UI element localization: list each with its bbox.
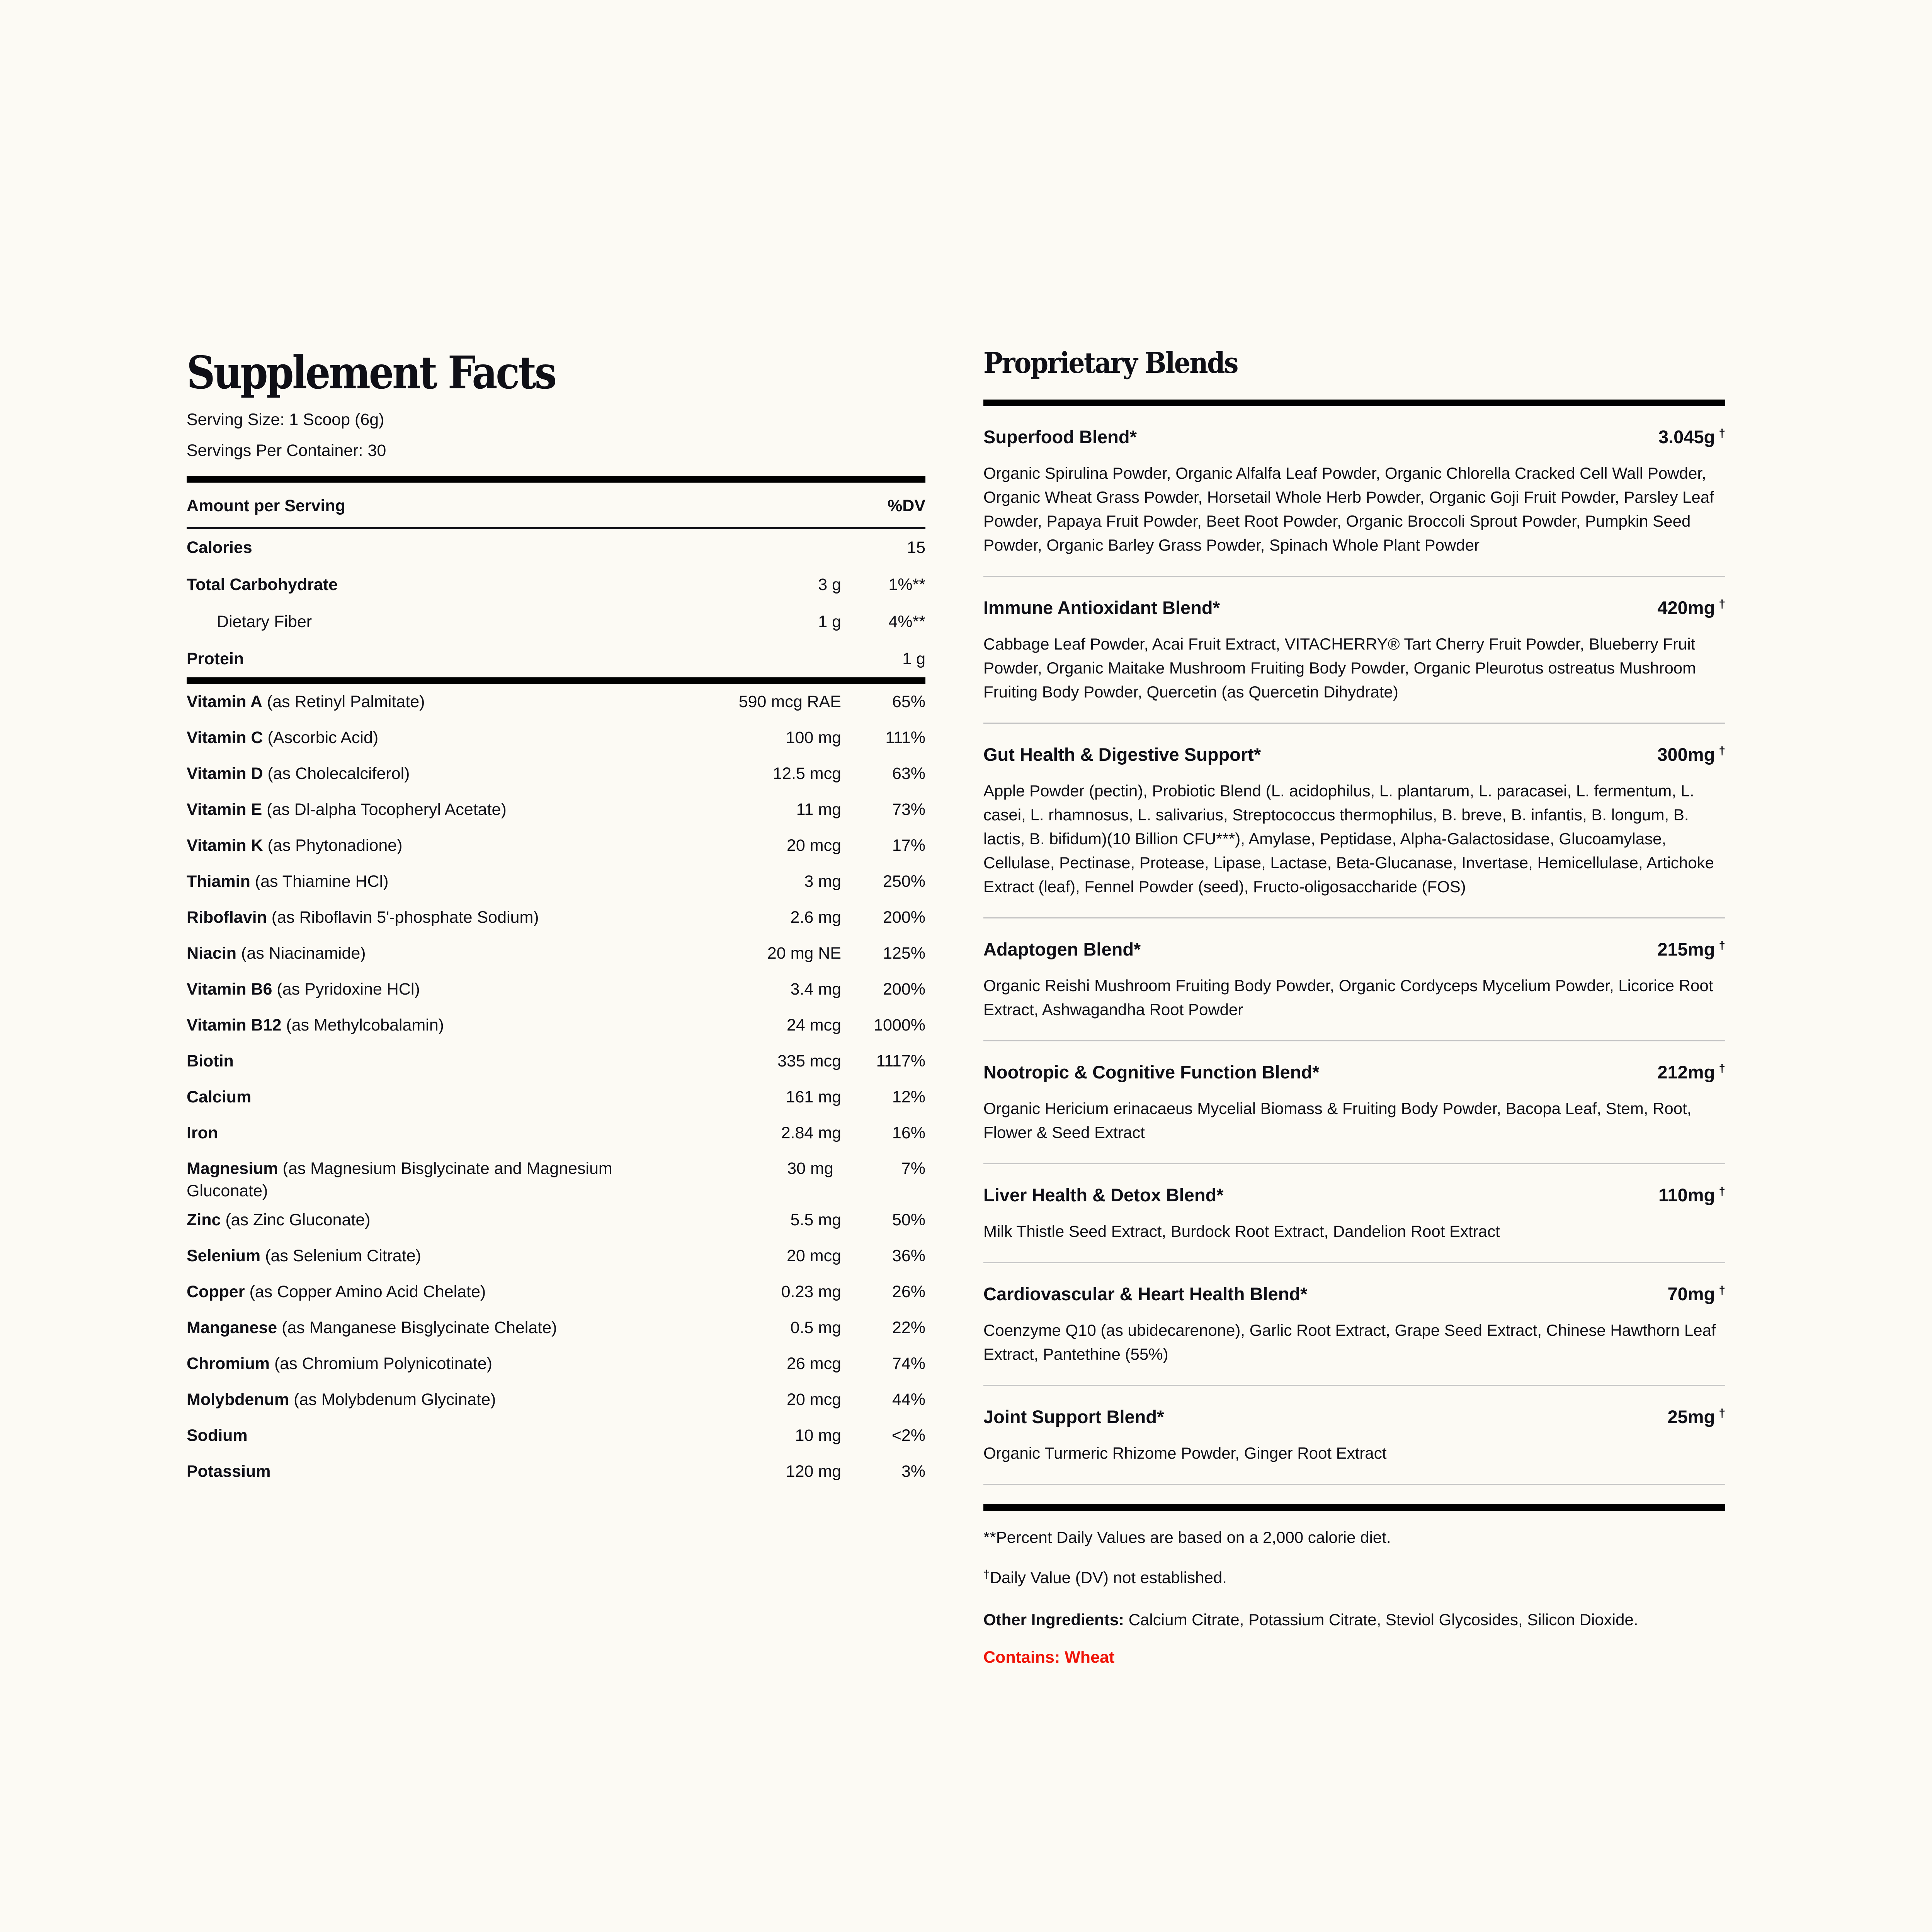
blend-amount: 300mg † <box>1657 744 1725 765</box>
nutrient-label <box>187 1122 660 1144</box>
divider-thick-blends-bottom <box>983 1504 1725 1511</box>
nutrient-name: Total Carbohydrate <box>187 575 338 594</box>
nutrient-label <box>187 573 660 596</box>
nutrient-name: Magnesium <box>187 1159 278 1178</box>
dv-header: %DV <box>888 496 925 515</box>
table-row <box>187 1115 925 1151</box>
dagger-symbol: † <box>1719 1062 1725 1075</box>
blend-section <box>983 577 1725 724</box>
nutrient-dv: 125% <box>883 944 925 963</box>
blend-ingredients: Organic Spirulina Powder, Organic Alfalfa Leaf Powder, Organic Chlorella Cracked Cell Wall Powder, Organic Wheat Grass Powder, Horsetail Whole Herb Powder, Organic Goji Fruit Powder, Parsley Leaf Powder, Papaya Fruit Powder, Beet Root Powder, Organic Broccoli Sprout Powder, Pumpkin Seed Powder, Organic Barley Grass Powder, Spinach Whole Plant Powder <box>983 464 1714 554</box>
nutrient-amount: 161 mg <box>786 1088 841 1107</box>
blend-section <box>983 1164 1725 1263</box>
nutrient-name: Vitamin B6 <box>187 980 272 999</box>
blend-amount: 25mg † <box>1667 1406 1725 1427</box>
nutrient-amount: 5.5 mg <box>790 1211 841 1230</box>
nutrient-dv: 74% <box>892 1354 925 1373</box>
table-row <box>187 1310 925 1346</box>
nutrient-label <box>187 611 660 633</box>
nutrient-name: Calories <box>187 538 252 557</box>
supplement-facts-panel <box>187 349 925 1490</box>
dagger-symbol: † <box>1719 1185 1725 1198</box>
nutrient-name: Manganese <box>187 1318 277 1337</box>
nutrient-amount: 20 mcg <box>786 836 841 855</box>
nutrient-label <box>187 1460 660 1483</box>
nutrient-dv: <2% <box>891 1426 925 1445</box>
blend-amount: 215mg † <box>1657 939 1725 959</box>
nutrient-source: (as Copper Amino Acid Chelate) <box>245 1282 486 1301</box>
dagger-symbol: † <box>983 1568 990 1581</box>
nutrient-source: (as Phytonadione) <box>263 836 403 855</box>
blend-header <box>983 1283 1725 1308</box>
table-row <box>187 828 925 864</box>
nutrient-dv: 200% <box>883 980 925 999</box>
nutrient-amount: 20 mcg <box>786 1247 841 1265</box>
nutrient-source: (as Cholecalciferol) <box>263 764 410 783</box>
table-row <box>187 1007 925 1043</box>
nutrient-name: Calcium <box>187 1088 252 1107</box>
nutrient-label <box>187 942 660 964</box>
nutrient-source: (as Methylcobalamin) <box>281 1016 444 1035</box>
table-row <box>187 756 925 792</box>
nutrient-label <box>187 1086 660 1108</box>
blend-sections <box>983 406 1725 1485</box>
nutrient-name: Vitamin E <box>187 800 262 819</box>
nutrient-amount: 30 mg <box>787 1159 833 1178</box>
blend-ingredients: Coenzyme Q10 (as ubidecarenone), Garlic Root Extract, Grape Seed Extract, Chinese Hawthorn Leaf Extract, Pantethine (55%) <box>983 1321 1716 1363</box>
nutrient-name: Vitamin C <box>187 728 263 747</box>
nutrient-dv: 12% <box>892 1088 925 1107</box>
nutrient-name: Selenium <box>187 1247 261 1265</box>
table-row <box>187 720 925 756</box>
nutrient-dv: 7% <box>901 1159 925 1178</box>
table-row <box>187 1454 925 1490</box>
nutrient-amount: 120 mg <box>786 1462 841 1481</box>
nutrient-dv: 1000% <box>874 1016 925 1035</box>
nutrient-dv: 22% <box>892 1318 925 1337</box>
nutrient-label <box>187 1245 660 1267</box>
nutrient-dv: 36% <box>892 1247 925 1265</box>
blend-section <box>983 918 1725 1041</box>
nutrient-name: Biotin <box>187 1052 234 1071</box>
blend-header <box>983 426 1725 451</box>
table-row <box>187 1238 925 1274</box>
nutrient-amount: 12.5 mcg <box>773 764 841 783</box>
blend-amount: 70mg † <box>1667 1283 1725 1304</box>
nutrient-amount: 0.5 mg <box>790 1318 841 1337</box>
nutrient-source: (as Selenium Citrate) <box>260 1247 421 1265</box>
nutrient-dv: 63% <box>892 764 925 783</box>
table-row <box>187 1079 925 1115</box>
nutrient-label <box>187 834 660 857</box>
nutrient-dv: 1 g <box>902 649 925 668</box>
divider-thick-blends-top <box>983 400 1725 406</box>
nutrient-dv: 16% <box>892 1124 925 1143</box>
nutrient-label <box>187 1388 660 1411</box>
divider-thick-mid <box>187 677 925 684</box>
table-row <box>187 1202 925 1238</box>
nutrient-amount: 0.23 mg <box>781 1282 841 1301</box>
nutrient-dv: 44% <box>892 1390 925 1409</box>
nutrient-amount: 20 mg NE <box>767 944 841 963</box>
amount-per-serving-header: Amount per Serving <box>187 496 345 515</box>
nutrient-name: Vitamin K <box>187 836 263 855</box>
nutrient-amount: 2.6 mg <box>790 908 841 927</box>
dagger-symbol: † <box>1719 1284 1725 1297</box>
table-row <box>187 935 925 971</box>
nutrient-label <box>187 726 660 749</box>
nutrient-name: Vitamin A <box>187 692 262 711</box>
nutrient-dv: 17% <box>892 836 925 855</box>
blend-section <box>983 406 1725 577</box>
blend-name: Gut Health & Digestive Support* <box>983 744 1261 765</box>
nutrient-source: (as Thiamine HCl) <box>250 872 389 891</box>
nutrient-amount: 590 mcg RAE <box>738 692 841 711</box>
nutrient-dv: 1117% <box>876 1052 925 1071</box>
blend-ingredients: Milk Thistle Seed Extract, Burdock Root Extract, Dandelion Root Extract <box>983 1222 1500 1240</box>
blend-ingredients: Cabbage Leaf Powder, Acai Fruit Extract, VITACHERRY® Tart Cherry Fruit Powder, Blueberry Fruit Powder, Organic Maitake Mushroom Fruiting Body Powder, Organic Pleurotus ostreatus Mushroom Fruiting Body Powder, Quercetin (as Quercetin Dihydrate) <box>983 634 1696 701</box>
blend-ingredients: Organic Hericium erinacaeus Mycelial Biomass & Fruiting Body Powder, Bacopa Leaf, Stem, Root, Flower & Seed Extract <box>983 1099 1692 1141</box>
table-row <box>187 1382 925 1418</box>
blend-section <box>983 1041 1725 1164</box>
blend-amount: 3.045g † <box>1658 426 1725 447</box>
nutrient-amount: 3 g <box>818 575 841 594</box>
dagger-symbol: † <box>1719 744 1725 757</box>
dagger-symbol: † <box>1719 597 1725 611</box>
percent-dv-footnote: **Percent Daily Values are based on a 2,000 calorie diet. <box>983 1528 1391 1546</box>
blend-name: Immune Antioxidant Blend* <box>983 597 1220 618</box>
blend-name: Liver Health & Detox Blend* <box>983 1184 1224 1205</box>
nutrient-source: (as Niacinamide) <box>236 944 366 963</box>
nutrient-name: Vitamin B12 <box>187 1016 282 1035</box>
nutrient-amount: 20 mcg <box>786 1390 841 1409</box>
blend-section <box>983 724 1725 918</box>
dagger-footnote: †Daily Value (DV) not established. <box>983 1568 1227 1587</box>
table-row <box>187 1043 925 1079</box>
nutrient-source: (as Riboflavin 5'-phosphate Sodium) <box>267 908 539 927</box>
nutrient-label <box>187 1316 660 1339</box>
table-row <box>187 603 925 640</box>
blend-name: Nootropic & Cognitive Function Blend* <box>983 1061 1320 1082</box>
nutrient-amount: 1 g <box>818 612 841 631</box>
dagger-symbol: † <box>1719 427 1725 440</box>
nutrient-label <box>187 1209 660 1231</box>
nutrient-name: Copper <box>187 1282 245 1301</box>
nutrient-label <box>187 1352 660 1375</box>
nutrient-dv: 4%** <box>888 612 925 631</box>
nutrient-label <box>187 1157 660 1202</box>
nutrient-amount: 3 mg <box>804 872 841 891</box>
table-row <box>187 1151 925 1202</box>
proprietary-blends-panel <box>983 349 1725 1684</box>
blend-ingredients: Organic Reishi Mushroom Fruiting Body Powder, Organic Cordyceps Mycelium Powder, Licorice Root Extract, Ashwagandha Root Powder <box>983 976 1713 1019</box>
proprietary-blends-title: Proprietary Blends <box>983 347 1238 380</box>
blend-amount: 420mg † <box>1657 597 1725 618</box>
blend-header <box>983 1184 1725 1209</box>
nutrient-label <box>187 870 660 893</box>
table-row <box>187 566 925 603</box>
table-row <box>187 971 925 1007</box>
nutrient-name: Sodium <box>187 1426 248 1445</box>
nutrient-source: (as Zinc Gluconate) <box>221 1211 371 1230</box>
nutrient-dv: 250% <box>883 872 925 891</box>
table-row <box>187 1418 925 1454</box>
nutrient-amount: 335 mcg <box>777 1052 841 1071</box>
nutrient-name: Riboflavin <box>187 908 267 927</box>
nutrient-source: (as Chromium Polynicotinate) <box>270 1354 492 1373</box>
blend-amount: 110mg † <box>1658 1184 1725 1205</box>
nutrient-amount: 26 mcg <box>786 1354 841 1373</box>
other-ingredients-list: Calcium Citrate, Potassium Citrate, Steviol Glycosides, Silicon Dioxide. <box>1124 1610 1638 1629</box>
blend-header <box>983 1406 1725 1430</box>
nutrient-source: (as Dl-alpha Tocopheryl Acetate) <box>262 800 507 819</box>
table-row <box>187 900 925 935</box>
nutrient-dv: 3% <box>901 1462 925 1481</box>
nutrient-label <box>187 798 660 821</box>
nutrient-dv: 111% <box>885 728 925 747</box>
nutrient-label <box>187 648 660 670</box>
nutrient-amount: 10 mg <box>795 1426 841 1445</box>
nutrient-amount: 24 mcg <box>786 1016 841 1035</box>
nutrient-source: (as Magnesium Bisglycinate and Magnesium Gluconate) <box>187 1159 612 1200</box>
nutrient-dv: 15 <box>907 538 925 557</box>
nutrient-label <box>187 1281 660 1303</box>
blend-header <box>983 597 1725 621</box>
nutrient-dv: 50% <box>892 1211 925 1230</box>
blend-name: Cardiovascular & Heart Health Blend* <box>983 1283 1308 1304</box>
serving-size: Serving Size: 1 Scoop (6g) <box>187 410 384 429</box>
supplement-facts-title: Supplement Facts <box>187 347 555 399</box>
nutrient-name: Vitamin D <box>187 764 263 783</box>
nutrient-source: (as Pyridoxine HCl) <box>272 980 420 999</box>
nutrient-source: (as Retinyl Palmitate) <box>262 692 425 711</box>
micro-nutrient-rows <box>187 684 925 1490</box>
nutrient-label <box>187 1424 660 1447</box>
nutrient-amount: 2.84 mg <box>781 1124 841 1143</box>
blend-name: Adaptogen Blend* <box>983 939 1141 959</box>
table-row <box>187 1346 925 1382</box>
table-row <box>187 864 925 900</box>
dagger-symbol: † <box>1719 939 1725 952</box>
nutrient-name: Iron <box>187 1124 218 1143</box>
nutrient-dv: 73% <box>892 800 925 819</box>
blend-header <box>983 939 1725 963</box>
nutrient-amount: 100 mg <box>786 728 841 747</box>
table-header <box>187 483 925 527</box>
blend-ingredients: Organic Turmeric Rhizome Powder, Ginger Root Extract <box>983 1444 1387 1462</box>
macro-nutrient-rows <box>187 529 925 677</box>
dagger-symbol: † <box>1719 1406 1725 1420</box>
allergen-warning: Contains: Wheat <box>983 1648 1115 1667</box>
blend-name: Joint Support Blend* <box>983 1406 1164 1427</box>
nutrient-name: Molybdenum <box>187 1390 289 1409</box>
blend-ingredients: Apple Powder (pectin), Probiotic Blend (L. acidophilus, L. plantarum, L. paracasei, L. fermentum, L. casei, L. rhamnosus, L. salivarius, Streptococcus thermophilus, B. breve, B. infantis, B. longum, B. lactis, B. bifidum)(10 Billion CFU***), Amylase, Peptidase, Alpha-Galactosidase, Glucoamylase, Cellulase, Pectinase, Protease, Lipase, Lactase, Beta-Glucanase, Invertase, Hemicellulase, Artichoke Extract (leaf), Fennel Powder (seed), Fructo-oligosaccharide (FOS) <box>983 781 1714 896</box>
nutrient-source: (as Molybdenum Glycinate) <box>289 1390 496 1409</box>
nutrient-name: Chromium <box>187 1354 270 1373</box>
nutrient-label <box>187 1050 660 1072</box>
nutrient-dv: 1%** <box>888 575 925 594</box>
blend-section <box>983 1386 1725 1485</box>
blend-name: Superfood Blend* <box>983 426 1137 447</box>
table-row <box>187 529 925 566</box>
other-ingredients-label: Other Ingredients: <box>983 1610 1124 1629</box>
nutrient-dv: 65% <box>892 692 925 711</box>
nutrient-label <box>187 1014 660 1036</box>
divider-thick-top <box>187 476 925 483</box>
blend-amount: 212mg † <box>1657 1061 1725 1082</box>
nutrient-dv: 26% <box>892 1282 925 1301</box>
table-row <box>187 1274 925 1310</box>
nutrient-amount: 3.4 mg <box>790 980 841 999</box>
nutrient-name: Thiamin <box>187 872 250 891</box>
nutrient-label <box>187 536 660 559</box>
nutrient-source: (Ascorbic Acid) <box>263 728 379 747</box>
servings-per-container: Servings Per Container: 30 <box>187 441 386 460</box>
blend-header <box>983 744 1725 768</box>
nutrient-name: Potassium <box>187 1462 271 1481</box>
blend-header <box>983 1061 1725 1086</box>
nutrient-source: (as Manganese Bisglycinate Chelate) <box>277 1318 557 1337</box>
table-row <box>187 684 925 720</box>
nutrient-name: Zinc <box>187 1211 221 1230</box>
table-row <box>187 640 925 677</box>
nutrient-label <box>187 762 660 785</box>
nutrient-name: Dietary Fiber <box>217 612 312 631</box>
table-row <box>187 792 925 828</box>
nutrient-label <box>187 978 660 1000</box>
nutrient-name: Protein <box>187 649 244 668</box>
nutrient-amount: 11 mg <box>796 800 841 819</box>
nutrient-label <box>187 906 660 929</box>
other-ingredients <box>983 1608 1725 1632</box>
nutrient-dv: 200% <box>883 908 925 927</box>
nutrient-label <box>187 690 660 713</box>
nutrient-name: Niacin <box>187 944 237 963</box>
blend-section <box>983 1263 1725 1386</box>
